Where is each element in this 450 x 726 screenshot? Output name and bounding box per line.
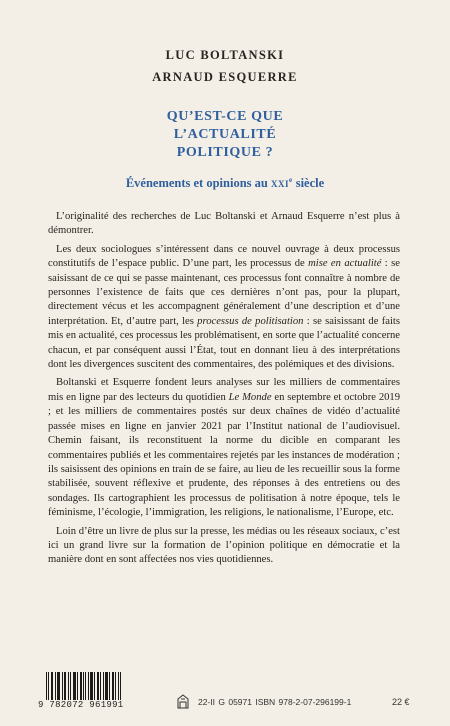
paragraph: L’originalité des recherches de Luc Boltanski et Arnaud Esquerre n’est plus à démontrer. xyxy=(48,211,400,237)
title-line: L’ACTUALITÉ xyxy=(173,127,277,142)
price: 22 € xyxy=(392,697,410,707)
isbn-codes: 22-II G 05971 ISBN 978-2-07-296199-1 xyxy=(198,697,352,707)
text-run: : se saisissant de faits mis en actualité, ces processus les problématisent, en sorte que l’actualité concerne chacun, et par conséquent aussi l’État, tout en donnant lieu à des interprétations dont les divergences suscitent des commentaires, des polémiques et des divisions. xyxy=(48,315,400,371)
century-superscript: e xyxy=(288,176,293,184)
italic-term: Le Monde xyxy=(228,391,272,403)
text-run: Les deux sociologues s’intéressent dans ce nouvel ouvrage à deux processus constitutifs de l’espace public. D’une part, les processus de xyxy=(48,243,400,270)
back-cover-text xyxy=(48,210,400,568)
paragraph xyxy=(48,376,400,520)
subtitle-text: siècle xyxy=(292,176,325,191)
italic-term: processus de politisation xyxy=(197,315,304,327)
italic-term: mise en actualité xyxy=(308,258,382,270)
paragraph xyxy=(48,243,400,373)
book-subtitle xyxy=(0,176,450,191)
title-line: POLITIQUE ? xyxy=(176,145,274,160)
text-run: Boltanski et Esquerre fondent leurs analyses sur les milliers de commentaires mis en ligne par des lecteurs du quotidien xyxy=(48,377,400,403)
author-name: LUC BOLTANSKI xyxy=(165,48,285,62)
author-name: ARNAUD ESQUERRE xyxy=(152,70,298,84)
century-numeral: XXI xyxy=(270,179,289,190)
title-line: QU’EST-CE QUE xyxy=(166,109,284,124)
text-run: : se saisissant de ce qui se passe maintenant, ces processus font connaître à nombre de personnes l’existence de faits que ces dernières n’ont pas, pour la plupart, directement vécus et les accompagnent généralement d’une description et d’une interprétation. Et, d’autre part, les xyxy=(48,258,400,327)
authors-block xyxy=(0,44,450,88)
text-run: en septembre et octobre 2019 ; et les milliers de commentaires postés sur deux chaînes de vidéo d’actualité passée mises en ligne en janvier 2021 par l’Institut national de l’audiovisuel. Chemin faisant, ils reconstituent la norme du dicible en comparant les commentaires publiés et les commentaires rejetés par les instances de modération ; ils saisissent des opinions en train de se faire, au lieu de les recueillir sous la forme stabilisée, souvent réflexive et prudente, des réponses à des entretiens ou des sondages. Ils cartographient les processus de politisation à notre époque, tels le féminisme, l’écologie, l’immigration, les religions, le nationalisme, l’Europe, etc. xyxy=(48,391,401,519)
paragraph: Loin d’être un livre de plus sur la presse, les médias ou les réseaux sociaux, c’est ici un grand livre sur la formation de l’opinion politique en démocratie et la manière dont en sont affectées nos vies quotidiennes. xyxy=(48,525,400,566)
subtitle-text: Événements et opinions au xyxy=(125,176,271,191)
book-title xyxy=(0,108,450,162)
publisher-logo-icon xyxy=(176,693,190,709)
barcode-number: 9 782072 961991 xyxy=(38,700,124,710)
